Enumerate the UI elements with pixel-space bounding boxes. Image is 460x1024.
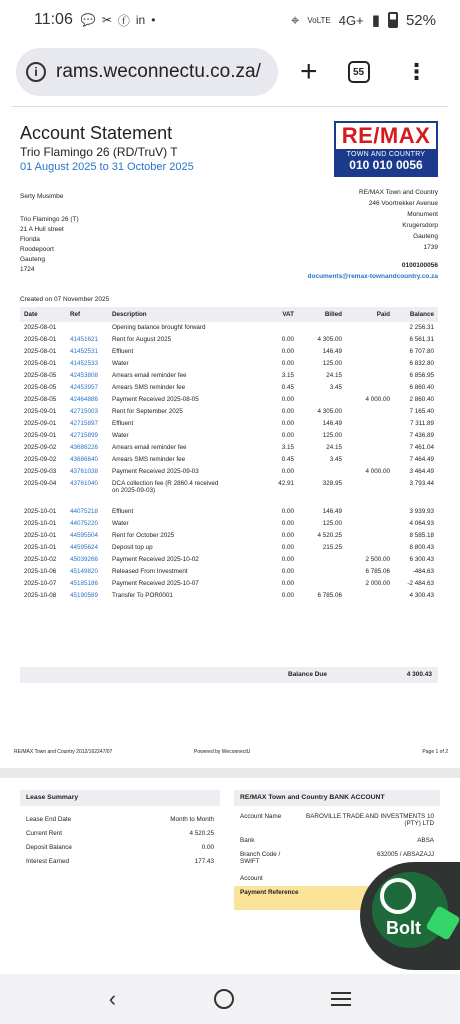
home-icon[interactable] [214,989,234,1009]
battery-percent: 52% [405,11,436,29]
cell-paid [346,430,394,442]
linkedin-icon: in [135,13,146,27]
network-label: 4G+ [338,12,364,28]
lease-label: Deposit Balance [26,843,72,851]
cell-description: Released From Investment [112,568,188,575]
cell-vat: 42.91 [278,480,294,487]
col-date: Date [20,307,66,322]
cell-vat: 0.00 [281,568,294,575]
cell-billed [298,394,346,406]
cell-description: Arrears email reminder fee [112,444,187,451]
table-row [20,322,438,334]
volte-label: VoLTE [307,15,331,25]
created-date: Created on 07 November 2025 [20,296,110,303]
property-name: Trio Flamingo 26 (RD/TruV) T [20,145,178,159]
steering-wheel-icon [380,878,416,914]
cell-vat: 0.00 [281,508,294,515]
address-line: Trio Flamingo 26 (T) [20,216,79,223]
lease-row [20,812,220,826]
cell-vat: 0.00 [281,396,294,403]
cell-billed: 146.49 [322,348,342,355]
table-row [20,406,438,418]
dot-icon: • [151,13,156,27]
cell-paid: 4 000.00 [365,396,390,403]
col-description: Description [108,307,258,322]
agency-line: Monument [407,211,438,218]
cell-date: 2025-10-01 [24,532,57,539]
cell-description: Payment Received 2025-09-03 [112,468,199,475]
cell-balance: 2 256.31 [409,324,434,331]
bank-label: Account Name [240,813,282,820]
cell-billed: 146.49 [322,420,342,427]
cell-balance: 3 793.44 [409,480,434,487]
cell-description: Payment Received 2025-08-05 [112,396,199,403]
cell-date: 2025-09-02 [24,456,57,463]
table-row [20,382,438,394]
balance-due-label: Balance Due [288,671,328,678]
cell-balance: 7 461.04 [409,444,434,451]
cell-billed: 125.00 [322,360,342,367]
cell-description: Opening balance brought forward [112,324,206,331]
address-line: Roodepoort [20,246,54,253]
cell-date: 2025-08-01 [24,324,57,331]
cell-billed: 146.49 [322,508,342,515]
lease-value: 4 520.25 [189,829,214,837]
cell-description: Payment Received 2025-10-07 [112,580,199,587]
cell-billed: 3.45 [329,384,342,391]
cell-balance: 4 300.43 [409,592,434,599]
cell-description: Arrears SMS reminder fee [112,384,186,391]
table-row [20,478,438,498]
description-line: on 2025-09-03) [112,487,156,494]
cell-vat: 0.00 [281,360,294,367]
cell-billed: 4 305.00 [317,408,342,415]
cell-ref[interactable]: 44595624 [70,544,99,551]
cell-vat: 0.00 [281,420,294,427]
cell-paid [346,590,394,602]
new-tab-button[interactable]: + [300,55,318,88]
customer-address [20,215,79,275]
bank-label: Branch Code / SWIFT [240,851,281,865]
cell-ref[interactable]: 45185186 [70,580,99,587]
cell-ref[interactable]: 45149820 [70,568,99,575]
transactions-body [20,322,438,602]
address-line: 21 A Hull street [20,226,64,233]
cell-description: Water [112,432,129,439]
cell-billed [298,466,346,478]
cell-vat: 0.00 [281,408,294,415]
cell-paid [346,418,394,430]
table-row [20,454,438,466]
bank-value: ABSA [417,837,434,844]
lease-row [20,854,220,868]
cell-description: Deposit top up [112,544,153,551]
table-row [20,346,438,358]
cell-ref[interactable]: 42464886 [70,396,99,403]
account-name-value: BAROVILLE TRADE AND INVESTMENTS 10 (PTY) LTD [306,813,434,827]
cell-paid [346,346,394,358]
cell-description: Rent for September 2025 [112,408,183,415]
bank-row [234,810,440,834]
cell-balance: 7 464.49 [409,456,434,463]
cell-billed: 4 520.25 [317,532,342,539]
table-row [20,590,438,602]
cell-balance: 8 585.18 [409,532,434,539]
cell-balance: 4 064.93 [409,520,434,527]
cell-vat: 0.00 [281,556,294,563]
col-billed: Billed [298,307,346,322]
customer-name: Serty Musimbe [20,193,64,200]
cell-description: Effluent [112,508,134,515]
description-line: DCA collection fee (R 2860.4 received [112,480,219,487]
cell-ref[interactable]: 42453808 [70,372,99,379]
cell-balance: -484.63 [412,568,434,575]
col-ref: Ref [66,307,108,322]
cell-balance: 3 464.49 [409,468,434,475]
statement-period: 01 August 2025 to 31 October 2025 [20,161,194,173]
battery-icon [388,12,398,28]
cell-balance: 8 800.43 [409,544,434,551]
cell-balance: 6 860.40 [409,384,434,391]
cell-paid: 2 500.00 [365,556,390,563]
cell-ref[interactable]: 43761040 [70,480,99,487]
cell-vat: 0.00 [281,336,294,343]
cell-paid [346,518,394,530]
cell-vat: 3.15 [281,372,294,379]
lease-label: Lease End Date [26,815,72,823]
table-header-row [20,307,438,322]
cell-date: 2025-09-01 [24,408,57,415]
cell-date: 2025-09-03 [24,468,57,475]
cell-ref[interactable]: 45190589 [70,592,99,599]
cell-paid [346,334,394,346]
chat-icon: 💬 [80,13,96,27]
cell-ref[interactable]: 42453957 [70,384,99,391]
cell-balance: 6 832.80 [409,360,434,367]
cell-paid: 4 000.00 [365,468,390,475]
cell-vat: 0.00 [281,520,294,527]
cell-paid [346,370,394,382]
cell-description: Arrears SMS reminder fee [112,456,186,463]
site-info-icon[interactable]: i [26,62,46,82]
cell-vat: 3.15 [281,444,294,451]
cell-ref[interactable]: 42715897 [70,420,99,427]
cell-balance: 6 856.95 [409,372,434,379]
cell-balance: 7 436.89 [409,432,434,439]
cell-paid [346,382,394,394]
table-row [20,466,438,478]
cell-paid [346,506,394,518]
lease-value: 0.00 [201,843,214,851]
cell-billed: 215.25 [322,544,342,551]
table-row [20,506,438,518]
footer-powered-by: Powered by WeconnectU [194,749,251,755]
cell-paid [346,542,394,554]
cell-paid: 6 785.06 [365,568,390,575]
cell-billed: 24.15 [326,372,342,379]
cell-billed: 4 305.00 [317,336,342,343]
account-number: 0100100056 [401,262,438,269]
cell-description: Rent for October 2025 [112,532,175,539]
cell-description: Transfer To POR0001 [112,592,173,599]
cell-vat: 0.00 [281,592,294,599]
lease-label: Current Rent [26,829,63,837]
table-row [20,358,438,370]
cell-vat: 0.00 [281,532,294,539]
address-line: Gauteng [20,256,45,263]
cell-ref[interactable]: 43686226 [70,444,99,451]
lease-value: 177.43 [194,857,214,865]
cell-paid [346,322,394,334]
cell-vat: 0.00 [281,432,294,439]
table-row [20,394,438,406]
cell-balance: 2 860.40 [409,396,434,403]
lease-row [20,840,220,854]
cell-balance: 6 300.43 [409,556,434,563]
cell-ref[interactable]: 45039266 [70,556,99,563]
payment-reference-label: Payment Reference [240,889,299,896]
agency-email-link[interactable]: documents@remax-townandcountry.co.za [307,273,438,280]
cell-billed: 3.45 [329,456,342,463]
cell-paid [346,530,394,542]
address-bar[interactable] [16,48,278,96]
table-row [20,518,438,530]
cell-description: Effluent [112,420,134,427]
table-row [20,334,438,346]
balance-due-value: 4 300.43 [406,671,432,678]
cell-date: 2025-09-01 [24,432,57,439]
logo-brand: RE/MAX [334,121,438,149]
cell-date: 2025-10-02 [24,556,57,563]
cell-date: 2025-08-01 [24,336,57,343]
status-time: 11:06 [34,11,73,28]
remax-logo [334,121,438,177]
table-row [20,442,438,454]
browser-menu-button[interactable]: ⋮ [405,59,428,84]
cell-balance: 6 561.31 [409,336,434,343]
tab-switcher-button[interactable]: 55 [348,61,370,83]
agency-line: 246 Voortrekker Avenue [368,200,438,207]
cell-billed [298,566,346,578]
cell-ref[interactable]: 43686640 [70,456,99,463]
cell-description: Water [112,360,129,367]
cell-vat [258,322,298,334]
cell-billed [298,554,346,566]
cell-date: 2025-10-07 [24,580,57,587]
cell-date: 2025-10-06 [24,568,57,575]
table-row [20,578,438,590]
agency-line: Krugersdorp [402,222,438,229]
system-nav-bar [0,974,460,1024]
agency-line: Gauteng [413,233,438,240]
cell-billed: 24.15 [326,444,342,451]
statement-page-1 [12,106,448,766]
transactions-table [20,307,438,602]
cell-balance: 6 707.80 [409,348,434,355]
table-row [20,418,438,430]
cell-date: 2025-08-05 [24,396,57,403]
cell-vat: 0.00 [281,348,294,355]
cell-date: 2025-10-08 [24,592,57,599]
cell-paid: 2 000.00 [365,580,390,587]
cell-balance: -2 484.63 [407,580,434,587]
bank-label: Bank [240,837,255,844]
table-row [20,530,438,542]
bank-row [234,834,440,848]
table-row [20,370,438,382]
cell-description: Water [112,520,129,527]
table-row [20,554,438,566]
col-vat: VAT [258,307,298,322]
statement-title: Account Statement [20,123,173,143]
cell-vat: 0.00 [281,580,294,587]
cell-billed: 328.95 [322,480,342,487]
lease-summary-title: Lease Summary [20,790,220,806]
balance-due-bar [20,667,438,683]
table-row [20,566,438,578]
agency-line: 1739 [423,244,438,251]
table-row [20,542,438,554]
agency-address [359,187,438,253]
cell-billed: 6 785.06 [317,592,342,599]
cell-date: 2025-09-04 [24,480,57,487]
status-bar [0,0,460,40]
facebook-icon: ⓕ [117,13,130,28]
cell-date: 2025-10-01 [24,508,57,515]
lease-label: Interest Earned [26,857,70,865]
cell-ref[interactable]: 44595504 [70,532,99,539]
cell-date: 2025-10-01 [24,544,57,551]
cell-date: 2025-08-01 [24,348,57,355]
address-line: 1724 [20,266,35,273]
recents-icon[interactable] [331,992,351,1006]
cell-balance: 7 311.89 [409,420,434,427]
row-spacer [20,498,438,506]
footer-company: RE/MAX Town and Country 2012/162247/07 [14,749,113,755]
cell-date: 2025-09-01 [24,420,57,427]
cell-date: 2025-10-01 [24,520,57,527]
bolt-chat-head[interactable] [360,862,460,970]
cell-vat: 0.45 [281,456,294,463]
bank-account-title: RE/MAX Town and Country BANK ACCOUNT [234,790,440,806]
cell-vat: 0.45 [281,384,294,391]
cell-paid [346,478,394,498]
cell-description: Effluent [112,348,134,355]
logo-phone: 010 010 0056 [349,158,423,172]
bolt-label: Bolt [386,918,421,938]
cell-paid [346,442,394,454]
cell-paid [346,454,394,466]
cell-ref[interactable]: 42715899 [70,432,99,439]
cell-paid [346,358,394,370]
lease-summary [20,790,220,868]
cell-description: Payment Received 2025-10-02 [112,556,199,563]
agency-line: RE/MAX Town and Country [359,189,438,196]
lease-row [20,826,220,840]
footer-page-number: Page 1 of 2 [422,749,448,755]
cell-description [108,478,258,498]
cell-ref[interactable]: 44075218 [70,508,99,515]
cell-description: Rent for August 2025 [112,336,172,343]
cell-billed [298,322,346,334]
notification-icons [81,12,156,29]
address-line: Florida [20,236,40,243]
cell-billed: 125.00 [322,432,342,439]
cell-ref[interactable]: 42715003 [70,408,99,415]
signal-icon: ▮ [371,12,380,29]
col-paid: Paid [346,307,394,322]
lease-value: Month to Month [170,815,214,823]
cell-date: 2025-08-05 [24,384,57,391]
cell-balance: 7 165.40 [409,408,434,415]
cell-ref[interactable]: 41452531 [70,348,99,355]
cell-date: 2025-08-01 [24,360,57,367]
branch-value: 632005 / ABSAZAJJ [376,851,434,858]
cell-ref[interactable]: 41452533 [70,360,99,367]
cell-vat: 0.00 [281,544,294,551]
url-text[interactable]: rams.weconnectu.co.za/ [56,61,261,82]
cell-billed: 125.00 [322,520,342,527]
page-separator [0,768,460,778]
cell-description: Arrears email reminder fee [112,372,187,379]
cross-icon: ✂ [101,13,112,27]
cell-billed [298,578,346,590]
cell-ref[interactable]: 44075220 [70,520,99,527]
cell-paid [346,406,394,418]
cell-ref[interactable]: 43761038 [70,468,99,475]
bank-label: Account [240,875,263,882]
cell-balance: 3 939.93 [409,508,434,515]
col-balance: Balance [394,307,438,322]
browser-toolbar [0,44,460,100]
back-icon[interactable]: ‹ [108,986,117,1011]
cell-date: 2025-09-02 [24,444,57,451]
cell-date: 2025-08-05 [24,372,57,379]
cell-ref [66,322,108,334]
table-row [20,430,438,442]
cell-ref[interactable]: 41451621 [70,336,99,343]
location-icon: ⌖ [290,11,300,29]
cell-vat: 0.00 [281,468,294,475]
logo-subtitle: TOWN AND COUNTRY [346,151,426,158]
